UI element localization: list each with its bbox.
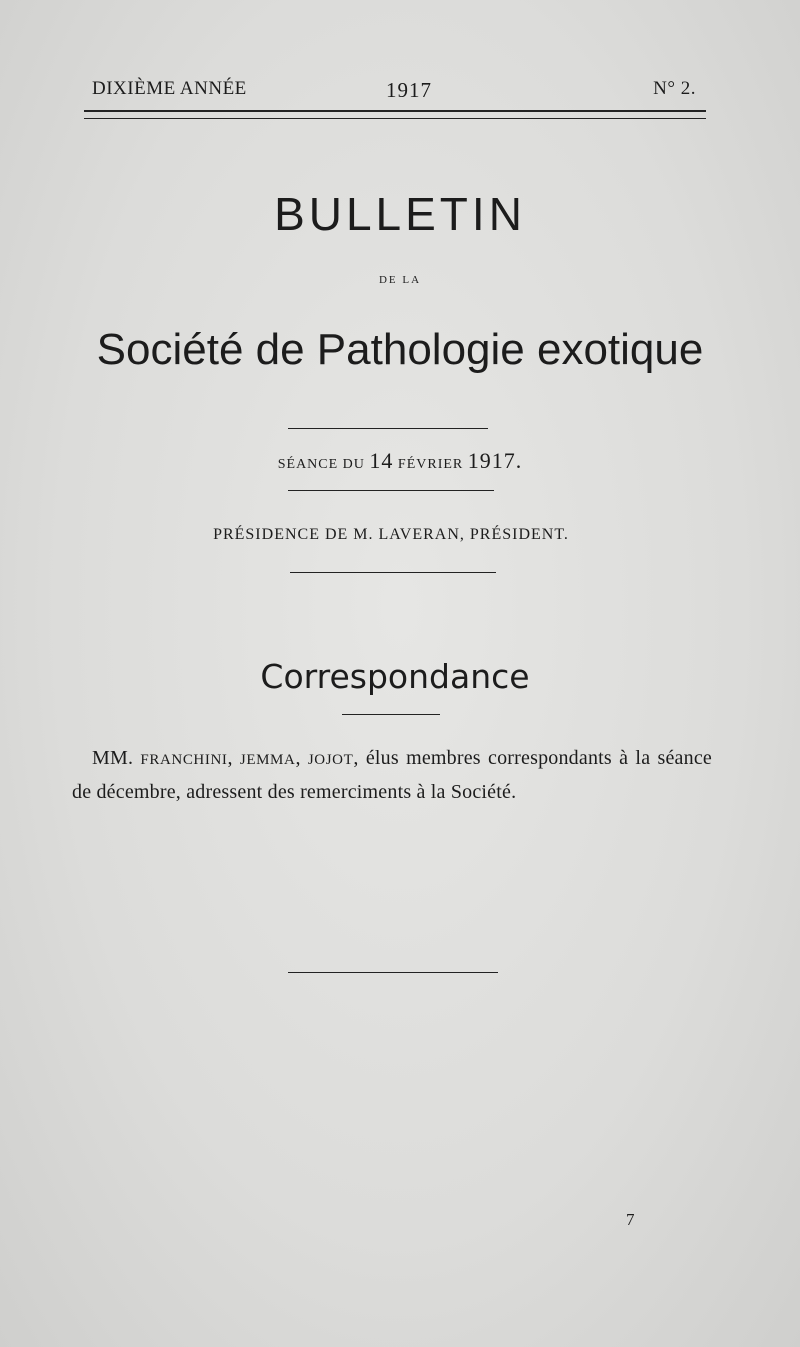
session-month: FÉVRIER [397, 457, 464, 472]
divider-rule-1 [288, 428, 488, 429]
divider-rule-2 [288, 490, 494, 491]
section-heading: Correspondance [260, 657, 530, 696]
session-prefix: SÉANCE DU [277, 457, 365, 472]
divider-rule-3 [290, 572, 496, 573]
bulletin-title: BULLETIN [274, 188, 526, 240]
member-name: JEMMA [239, 752, 296, 768]
member-name: FRANCHINI [140, 752, 228, 768]
presidency-line: PRÉSIDENCE DE M. LAVERAN, PRÉSIDENT. [213, 526, 569, 543]
header-double-rule [84, 110, 706, 119]
issue-number: N° 2. [653, 78, 696, 99]
name-separator: , [227, 747, 240, 769]
page-number: 7 [626, 1210, 635, 1229]
session-year: 1917. [467, 448, 523, 473]
section-underline [342, 714, 440, 715]
session-date [0, 448, 800, 474]
year-label: 1917 [386, 78, 432, 102]
member-name: JOJOT [307, 752, 354, 768]
society-name: Société de Pathologie exotique [96, 325, 704, 374]
correspondence-paragraph [72, 742, 712, 808]
session-day: 14 [369, 448, 394, 473]
para-body: , élus membres correspondants à la séance de décembre, adressent des remerciments à la Société. [72, 747, 712, 803]
name-separator: , [295, 747, 308, 769]
end-rule [288, 972, 498, 973]
volume-label: DIXIÈME ANNÉE [92, 78, 247, 99]
title-connector: DE LA [378, 274, 422, 286]
para-start: MM. [92, 747, 134, 769]
